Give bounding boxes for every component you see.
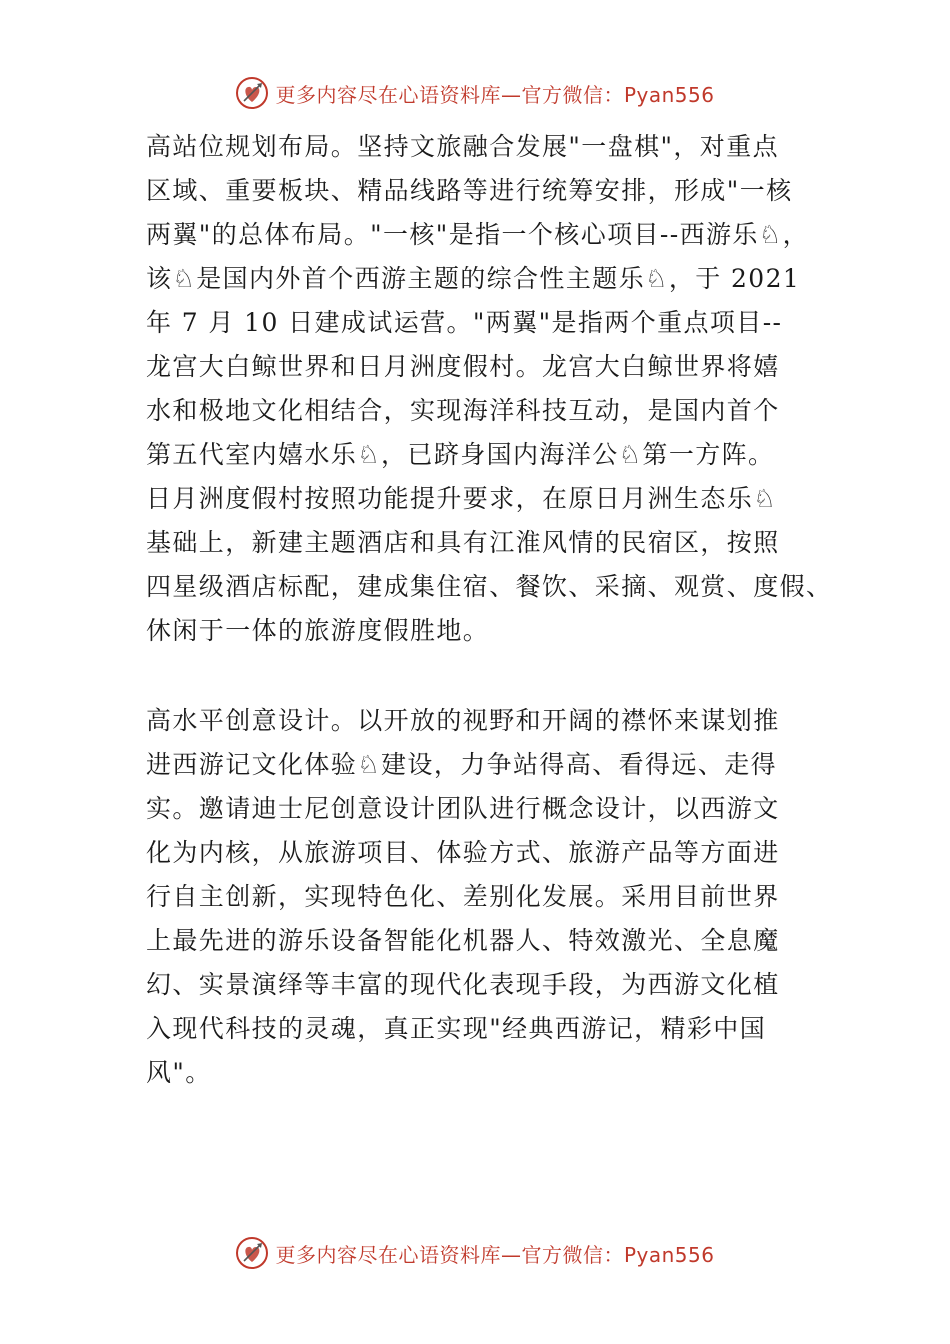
paragraph-1 — [146, 125, 836, 653]
paragraph-line: 年 7 月 10 日建成试运营。"两翼"是指两个重点项目-- — [146, 308, 783, 337]
paragraph-line: 入现代科技的灵魂，真正实现"经典西游记，精彩中国 — [146, 1014, 767, 1043]
paragraph-line: 行自主创新，实现特色化、差别化发展。采用目前世界 — [146, 882, 780, 911]
paragraph-line: 两翼"的总体布局。"一核"是指一个核心项目--西游乐♘， — [146, 220, 810, 249]
paragraph-line: 上最先进的游乐设备智能化机器人、特效激光、全息魔 — [146, 926, 780, 955]
paragraph-line: 第五代室内嬉水乐♘，已跻身国内海洋公♘第一方阵。 — [146, 440, 775, 469]
paragraph-line: 龙宫大白鲸世界和日月洲度假村。龙宫大白鲸世界将嬉 — [146, 352, 780, 381]
paragraph-line: 基础上，新建主题酒店和具有江淮风情的民宿区，按照 — [146, 528, 780, 557]
paragraph-line: 实。邀请迪士尼创意设计团队进行概念设计，以西游文 — [146, 794, 780, 823]
paragraph-line: 化为内核，从旅游项目、体验方式、旅游产品等方面进 — [146, 838, 780, 867]
paragraph-line: 高水平创意设计。以开放的视野和开阔的襟怀来谋划推 — [146, 706, 780, 735]
heart-leaf-logo-icon — [235, 76, 269, 110]
footer-banner-text: 更多内容尽在心语资料库—官方微信：Pyan556 — [275, 1242, 715, 1267]
paragraph-line: 四星级酒店标配，建成集住宿、餐饮、采摘、观赏、度假、 — [146, 572, 833, 601]
header-banner — [0, 73, 950, 113]
paragraph-line: 高站位规划布局。坚持文旅融合发展"一盘棋"，对重点 — [146, 132, 779, 161]
paragraph-line: 休闲于一体的旅游度假胜地。 — [146, 616, 490, 645]
paragraph-line: 风"。 — [146, 1058, 212, 1087]
paragraph-line: 日月洲度假村按照功能提升要求，在原日月洲生态乐♘ — [146, 484, 778, 513]
paragraph-2 — [146, 699, 836, 1095]
footer-banner — [0, 1233, 950, 1273]
paragraph-line: 幻、实景演绎等丰富的现代化表现手段，为西游文化植 — [146, 970, 780, 999]
paragraph-line: 该♘是国内外首个西游主题的综合性主题乐♘，于 2021 — [146, 264, 801, 293]
paragraph-line: 进西游记文化体验♘建设，力争站得高、看得远、走得 — [146, 750, 778, 779]
paragraph-line: 水和极地文化相结合，实现海洋科技互动，是国内首个 — [146, 396, 780, 425]
header-banner-text: 更多内容尽在心语资料库—官方微信：Pyan556 — [275, 82, 715, 107]
heart-leaf-logo-icon — [235, 1236, 269, 1270]
paragraph-line: 区域、重要板块、精品线路等进行统筹安排，形成"一核 — [146, 176, 793, 205]
